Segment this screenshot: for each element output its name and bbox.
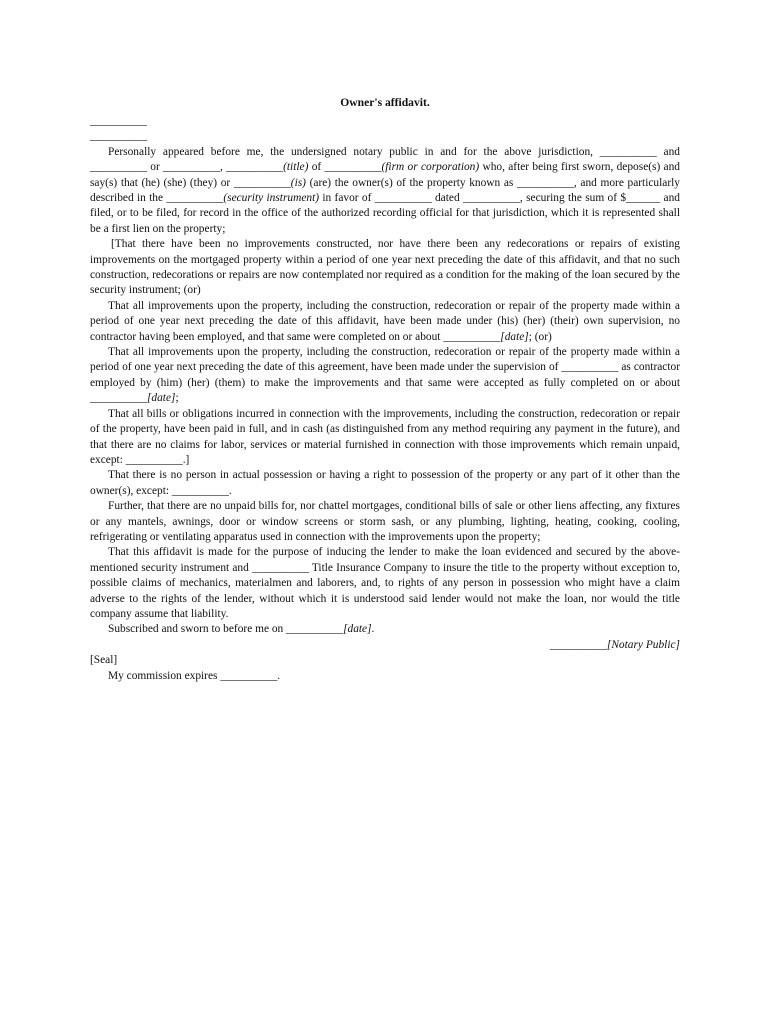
paragraph-text: Subscribed and sworn to before me on __________	[108, 623, 344, 636]
date-placeholder: [date]	[146, 392, 176, 405]
seal-label: [Seal]	[90, 654, 118, 667]
is-placeholder: (is)	[290, 176, 306, 189]
subscribed-paragraph	[90, 622, 680, 637]
intro-text: Personally appeared before me, the undersigned notary public in and for the above jurisdiction, __________ and __________ or __________, __________	[90, 145, 680, 174]
paragraph-text: That all improvements upon the property, including the construction, redecoration or repair of the property made within a period of one year next preceding the date of this affidavit, have been made under (his) (her) (their) own supervision, no contractor having been employed, and that same were completed on or about __________	[90, 299, 680, 343]
date-placeholder: [date]	[343, 623, 372, 636]
paragraph-text: ;	[175, 392, 179, 405]
firm-placeholder: (firm or corporation)	[381, 161, 480, 174]
paragraph-text: .	[371, 623, 375, 636]
intro-text: of __________	[308, 161, 382, 174]
paragraph-text: ; (or)	[528, 330, 552, 343]
bills-paragraph: That all bills or obligations incurred in connection with the improvements, including the construction, redecoration or repair of the property, have been paid in full, and in cash (as distinguished from any method requiring any payment in the future), and that there are no claims for labor, services or material furnished in connection with those improvements which remain unpaid, except: __________.]	[90, 407, 680, 466]
no-improvements-paragraph: [That there have been no improvements constructed, nor have there been any redecorations or repairs of existing improvements on the mortgaged property within a period of one year next preceding the date of this affidavit, and that no such construction, redecorations or repairs are now contemplated nor required as a condition for the making of the loan secured by the security instrument; (or)	[90, 238, 680, 297]
document-title: Owner's affidavit.	[340, 96, 430, 109]
security-instrument-placeholder: (security instrument)	[223, 192, 320, 204]
affidavit-page	[90, 95, 680, 684]
commission-expires: My commission expires __________.	[108, 669, 281, 682]
notary-blank: __________	[549, 638, 607, 651]
own-supervision-paragraph	[90, 299, 680, 345]
contractor-paragraph	[90, 345, 680, 407]
possession-paragraph: That there is no person in actual possession or having a right to possession of the property or any part of it other than the owner(s), except: __________.	[90, 469, 680, 497]
blank-line: __________	[90, 115, 147, 127]
unpaid-bills-paragraph: Further, that there are no unpaid bills for, nor chattel mortgages, conditional bills of sale or other liens affecting, any fixtures or any mantels, awnings, door or window screens or storm sash, or any plumbing, lighting, heating, cooking, cooling, refrigerating or ventilating apparatus used in connection with the improvements upon the property;	[90, 500, 680, 543]
intro-text: (are) the owner(s) of the property known as __________, and more particularly described in the __________	[90, 176, 680, 204]
notary-signature-line	[90, 638, 680, 653]
paragraph-text: That all improvements upon the property, including the construction, redecoration or repair of the property made within a period of one year next preceding the date of this agreement, have been made under the supervision of __________ as contractor employed by (him) (her) (them) to make the improvements and that same were accepted as fully completed on or about __________	[90, 346, 680, 405]
intro-text: who, after being first sworn, depose(s) and say(s) that (he) (she) (they) or __________	[90, 161, 681, 189]
title-placeholder: (title)	[283, 161, 309, 174]
intro-text: in favor of __________ dated __________, securing the sum of $______ and filed, or to be filed, for record in the office of the authorized recording official for that jurisdiction, which it is represented shall be a first lien on the property;	[90, 192, 680, 235]
blank-line: __________	[90, 130, 147, 143]
intro-paragraph	[90, 145, 680, 237]
notary-public-label: [Notary Public]	[606, 638, 680, 651]
date-placeholder: [date]	[500, 330, 529, 343]
purpose-paragraph: That this affidavit is made for the purpose of inducing the lender to make the loan evidenced and secured by the above-mentioned security instrument and __________ Title Insurance Company to insure the title to the property without exception to, possible claims of mechanics, materialmen and laborers, and, to rights of any person in possession who might have a claim adverse to the rights of the lender, without which it is understood said lender would not make the loan, nor would the title company assume that liability.	[90, 546, 680, 620]
